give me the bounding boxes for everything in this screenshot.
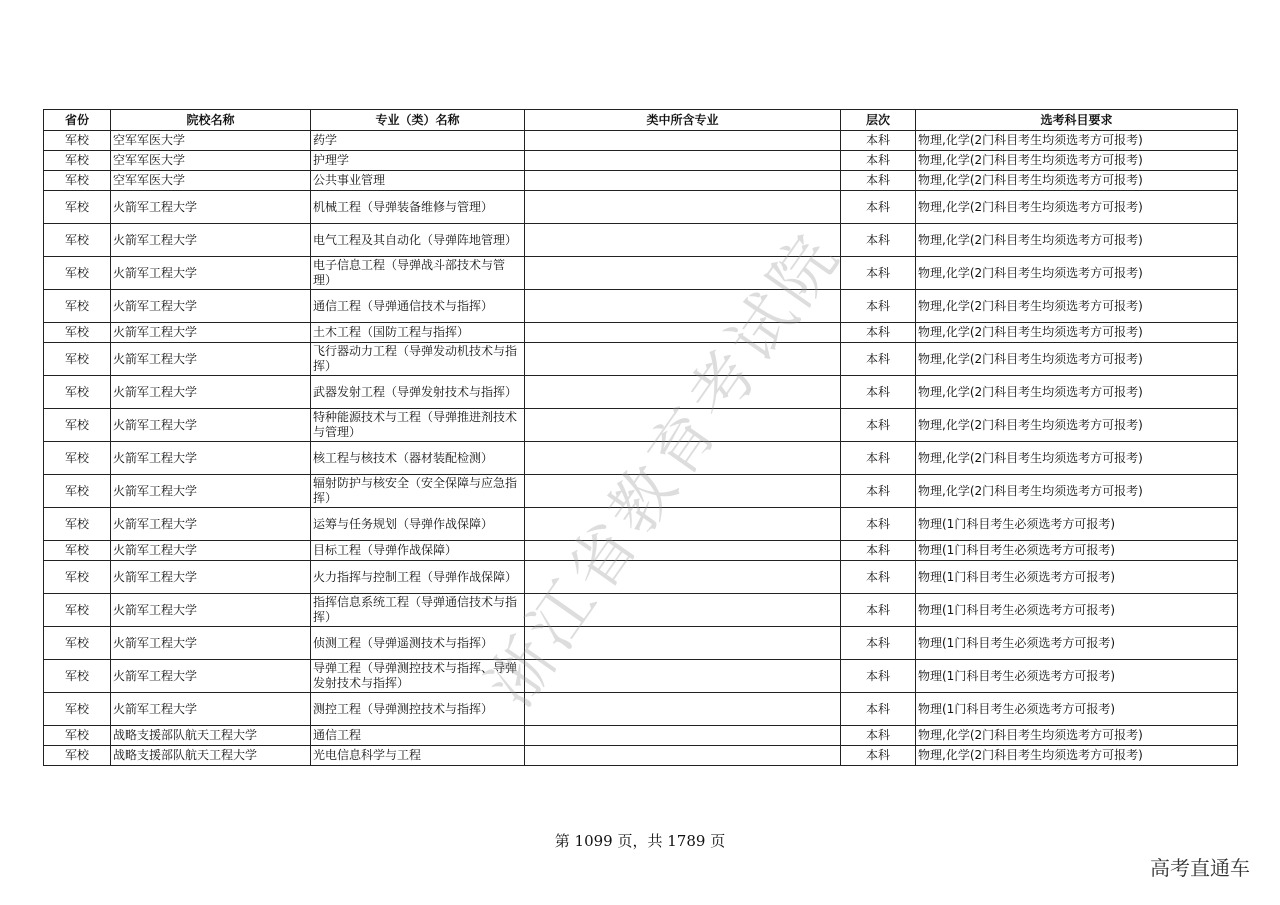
cell-included-majors [525,442,841,475]
cell-province: 军校 [44,693,111,726]
table-row [44,290,1238,323]
cell-province: 军校 [44,257,111,290]
table-row [44,726,1238,746]
table-row [44,323,1238,343]
table-row [44,561,1238,594]
cell-province: 军校 [44,343,111,376]
cell-province: 军校 [44,594,111,627]
cell-included-majors [525,257,841,290]
cell-requirement: 物理,化学(2门科目考生均须选考方可报考) [916,746,1238,766]
cell-major: 测控工程（导弹测控技术与指挥） [311,693,525,726]
cell-requirement: 物理,化学(2门科目考生均须选考方可报考) [916,409,1238,442]
page-number: 第 1099 页，共 1789 页 [554,832,726,850]
cell-province: 军校 [44,508,111,541]
cell-requirement: 物理,化学(2门科目考生均须选考方可报考) [916,343,1238,376]
cell-requirement: 物理(1门科目考生必须选考方可报考) [916,561,1238,594]
cell-province: 军校 [44,409,111,442]
cell-included-majors [525,627,841,660]
table-row [44,508,1238,541]
cell-included-majors [525,343,841,376]
cell-province: 军校 [44,442,111,475]
cell-level: 本科 [841,376,916,409]
cell-requirement: 物理,化学(2门科目考生均须选考方可报考) [916,191,1238,224]
cell-province: 军校 [44,660,111,693]
cell-school: 火箭军工程大学 [111,660,311,693]
cell-included-majors [525,508,841,541]
cell-included-majors [525,726,841,746]
watermark: 浙江省教育考试院 [474,218,856,721]
cell-school: 火箭军工程大学 [111,323,311,343]
cell-major: 武器发射工程（导弹发射技术与指挥） [311,376,525,409]
cell-province: 军校 [44,746,111,766]
table-row [44,627,1238,660]
cell-major: 火力指挥与控制工程（导弹作战保障） [311,561,525,594]
table-row [44,224,1238,257]
cell-included-majors [525,475,841,508]
cell-level: 本科 [841,224,916,257]
cell-major: 特种能源技术与工程（导弹推进剂技术与管理） [311,409,525,442]
cell-level: 本科 [841,693,916,726]
cell-requirement: 物理,化学(2门科目考生均须选考方可报考) [916,323,1238,343]
cell-level: 本科 [841,343,916,376]
cell-school: 火箭军工程大学 [111,409,311,442]
brand-watermark: 高考直通车 [1150,856,1250,880]
cell-school: 空军军医大学 [111,171,311,191]
cell-level: 本科 [841,323,916,343]
cell-school: 火箭军工程大学 [111,541,311,561]
cell-requirement: 物理,化学(2门科目考生均须选考方可报考) [916,224,1238,257]
table-row [44,409,1238,442]
cell-level: 本科 [841,290,916,323]
table-row [44,343,1238,376]
cell-school: 火箭军工程大学 [111,343,311,376]
cell-province: 军校 [44,541,111,561]
cell-school: 火箭军工程大学 [111,191,311,224]
cell-province: 军校 [44,376,111,409]
cell-province: 军校 [44,171,111,191]
cell-requirement: 物理,化学(2门科目考生均须选考方可报考) [916,257,1238,290]
cell-included-majors [525,541,841,561]
cell-level: 本科 [841,257,916,290]
cell-major: 辐射防护与核安全（安全保障与应急指挥） [311,475,525,508]
cell-major: 侦测工程（导弹遥测技术与指挥） [311,627,525,660]
cell-level: 本科 [841,746,916,766]
table-row [44,151,1238,171]
cell-major: 通信工程 [311,726,525,746]
cell-requirement: 物理,化学(2门科目考生均须选考方可报考) [916,171,1238,191]
cell-requirement: 物理,化学(2门科目考生均须选考方可报考) [916,290,1238,323]
header-major: 专业（类）名称 [311,110,525,131]
cell-level: 本科 [841,508,916,541]
cell-province: 军校 [44,561,111,594]
table-row [44,191,1238,224]
cell-level: 本科 [841,131,916,151]
cell-major: 药学 [311,131,525,151]
cell-level: 本科 [841,191,916,224]
cell-included-majors [525,561,841,594]
header-included-majors: 类中所含专业 [525,110,841,131]
cell-province: 军校 [44,323,111,343]
cell-school: 空军军医大学 [111,131,311,151]
cell-school: 火箭军工程大学 [111,693,311,726]
cell-major: 土木工程（国防工程与指挥） [311,323,525,343]
cell-included-majors [525,191,841,224]
cell-school: 火箭军工程大学 [111,627,311,660]
cell-school: 火箭军工程大学 [111,290,311,323]
admission-table [43,109,1238,766]
cell-school: 火箭军工程大学 [111,442,311,475]
cell-requirement: 物理(1门科目考生必须选考方可报考) [916,594,1238,627]
cell-level: 本科 [841,541,916,561]
table-row [44,660,1238,693]
cell-level: 本科 [841,409,916,442]
cell-major: 导弹工程（导弹测控技术与指挥、导弹发射技术与指挥） [311,660,525,693]
cell-included-majors [525,409,841,442]
table-row [44,693,1238,726]
cell-level: 本科 [841,475,916,508]
table-row [44,257,1238,290]
cell-level: 本科 [841,627,916,660]
cell-included-majors [525,746,841,766]
cell-province: 军校 [44,191,111,224]
cell-major: 飞行器动力工程（导弹发动机技术与指挥） [311,343,525,376]
cell-requirement: 物理(1门科目考生必须选考方可报考) [916,693,1238,726]
cell-school: 空军军医大学 [111,151,311,171]
cell-major: 机械工程（导弹装备维修与管理） [311,191,525,224]
cell-school: 火箭军工程大学 [111,561,311,594]
header-province: 省份 [44,110,111,131]
cell-province: 军校 [44,726,111,746]
cell-requirement: 物理,化学(2门科目考生均须选考方可报考) [916,376,1238,409]
cell-included-majors [525,171,841,191]
cell-requirement: 物理,化学(2门科目考生均须选考方可报考) [916,151,1238,171]
cell-requirement: 物理(1门科目考生必须选考方可报考) [916,627,1238,660]
cell-included-majors [525,693,841,726]
cell-level: 本科 [841,171,916,191]
cell-included-majors [525,594,841,627]
cell-requirement: 物理,化学(2门科目考生均须选考方可报考) [916,475,1238,508]
cell-school: 火箭军工程大学 [111,475,311,508]
cell-requirement: 物理(1门科目考生必须选考方可报考) [916,660,1238,693]
cell-province: 军校 [44,627,111,660]
cell-school: 火箭军工程大学 [111,257,311,290]
cell-level: 本科 [841,151,916,171]
table-row [44,594,1238,627]
cell-school: 战略支援部队航天工程大学 [111,726,311,746]
cell-level: 本科 [841,561,916,594]
cell-major: 公共事业管理 [311,171,525,191]
cell-included-majors [525,224,841,257]
header-school: 院校名称 [111,110,311,131]
cell-included-majors [525,290,841,323]
cell-major: 运筹与任务规划（导弹作战保障） [311,508,525,541]
cell-province: 军校 [44,290,111,323]
cell-requirement: 物理,化学(2门科目考生均须选考方可报考) [916,131,1238,151]
table-row [44,475,1238,508]
cell-major: 护理学 [311,151,525,171]
cell-major: 电气工程及其自动化（导弹阵地管理） [311,224,525,257]
cell-included-majors [525,151,841,171]
cell-province: 军校 [44,151,111,171]
cell-major: 电子信息工程（导弹战斗部技术与管理） [311,257,525,290]
cell-requirement: 物理(1门科目考生必须选考方可报考) [916,541,1238,561]
cell-major: 光电信息科学与工程 [311,746,525,766]
cell-requirement: 物理(1门科目考生必须选考方可报考) [916,508,1238,541]
cell-province: 军校 [44,475,111,508]
cell-major: 目标工程（导弹作战保障） [311,541,525,561]
cell-province: 军校 [44,224,111,257]
cell-major: 通信工程（导弹通信技术与指挥） [311,290,525,323]
table-row [44,171,1238,191]
cell-school: 火箭军工程大学 [111,376,311,409]
cell-included-majors [525,376,841,409]
cell-level: 本科 [841,726,916,746]
cell-school: 火箭军工程大学 [111,508,311,541]
cell-level: 本科 [841,594,916,627]
cell-school: 战略支援部队航天工程大学 [111,746,311,766]
cell-province: 军校 [44,131,111,151]
table-row [44,541,1238,561]
cell-level: 本科 [841,660,916,693]
cell-requirement: 物理,化学(2门科目考生均须选考方可报考) [916,442,1238,475]
table-row [44,131,1238,151]
cell-included-majors [525,131,841,151]
cell-major: 指挥信息系统工程（导弹通信技术与指挥） [311,594,525,627]
cell-level: 本科 [841,442,916,475]
cell-major: 核工程与核技术（器材装配检测） [311,442,525,475]
table-header-row [44,110,1238,131]
table-row [44,442,1238,475]
cell-school: 火箭军工程大学 [111,594,311,627]
cell-included-majors [525,323,841,343]
cell-school: 火箭军工程大学 [111,224,311,257]
table-row [44,376,1238,409]
table-row [44,746,1238,766]
cell-requirement: 物理,化学(2门科目考生均须选考方可报考) [916,726,1238,746]
header-subject-requirement: 选考科目要求 [916,110,1238,131]
cell-included-majors [525,660,841,693]
header-level: 层次 [841,110,916,131]
